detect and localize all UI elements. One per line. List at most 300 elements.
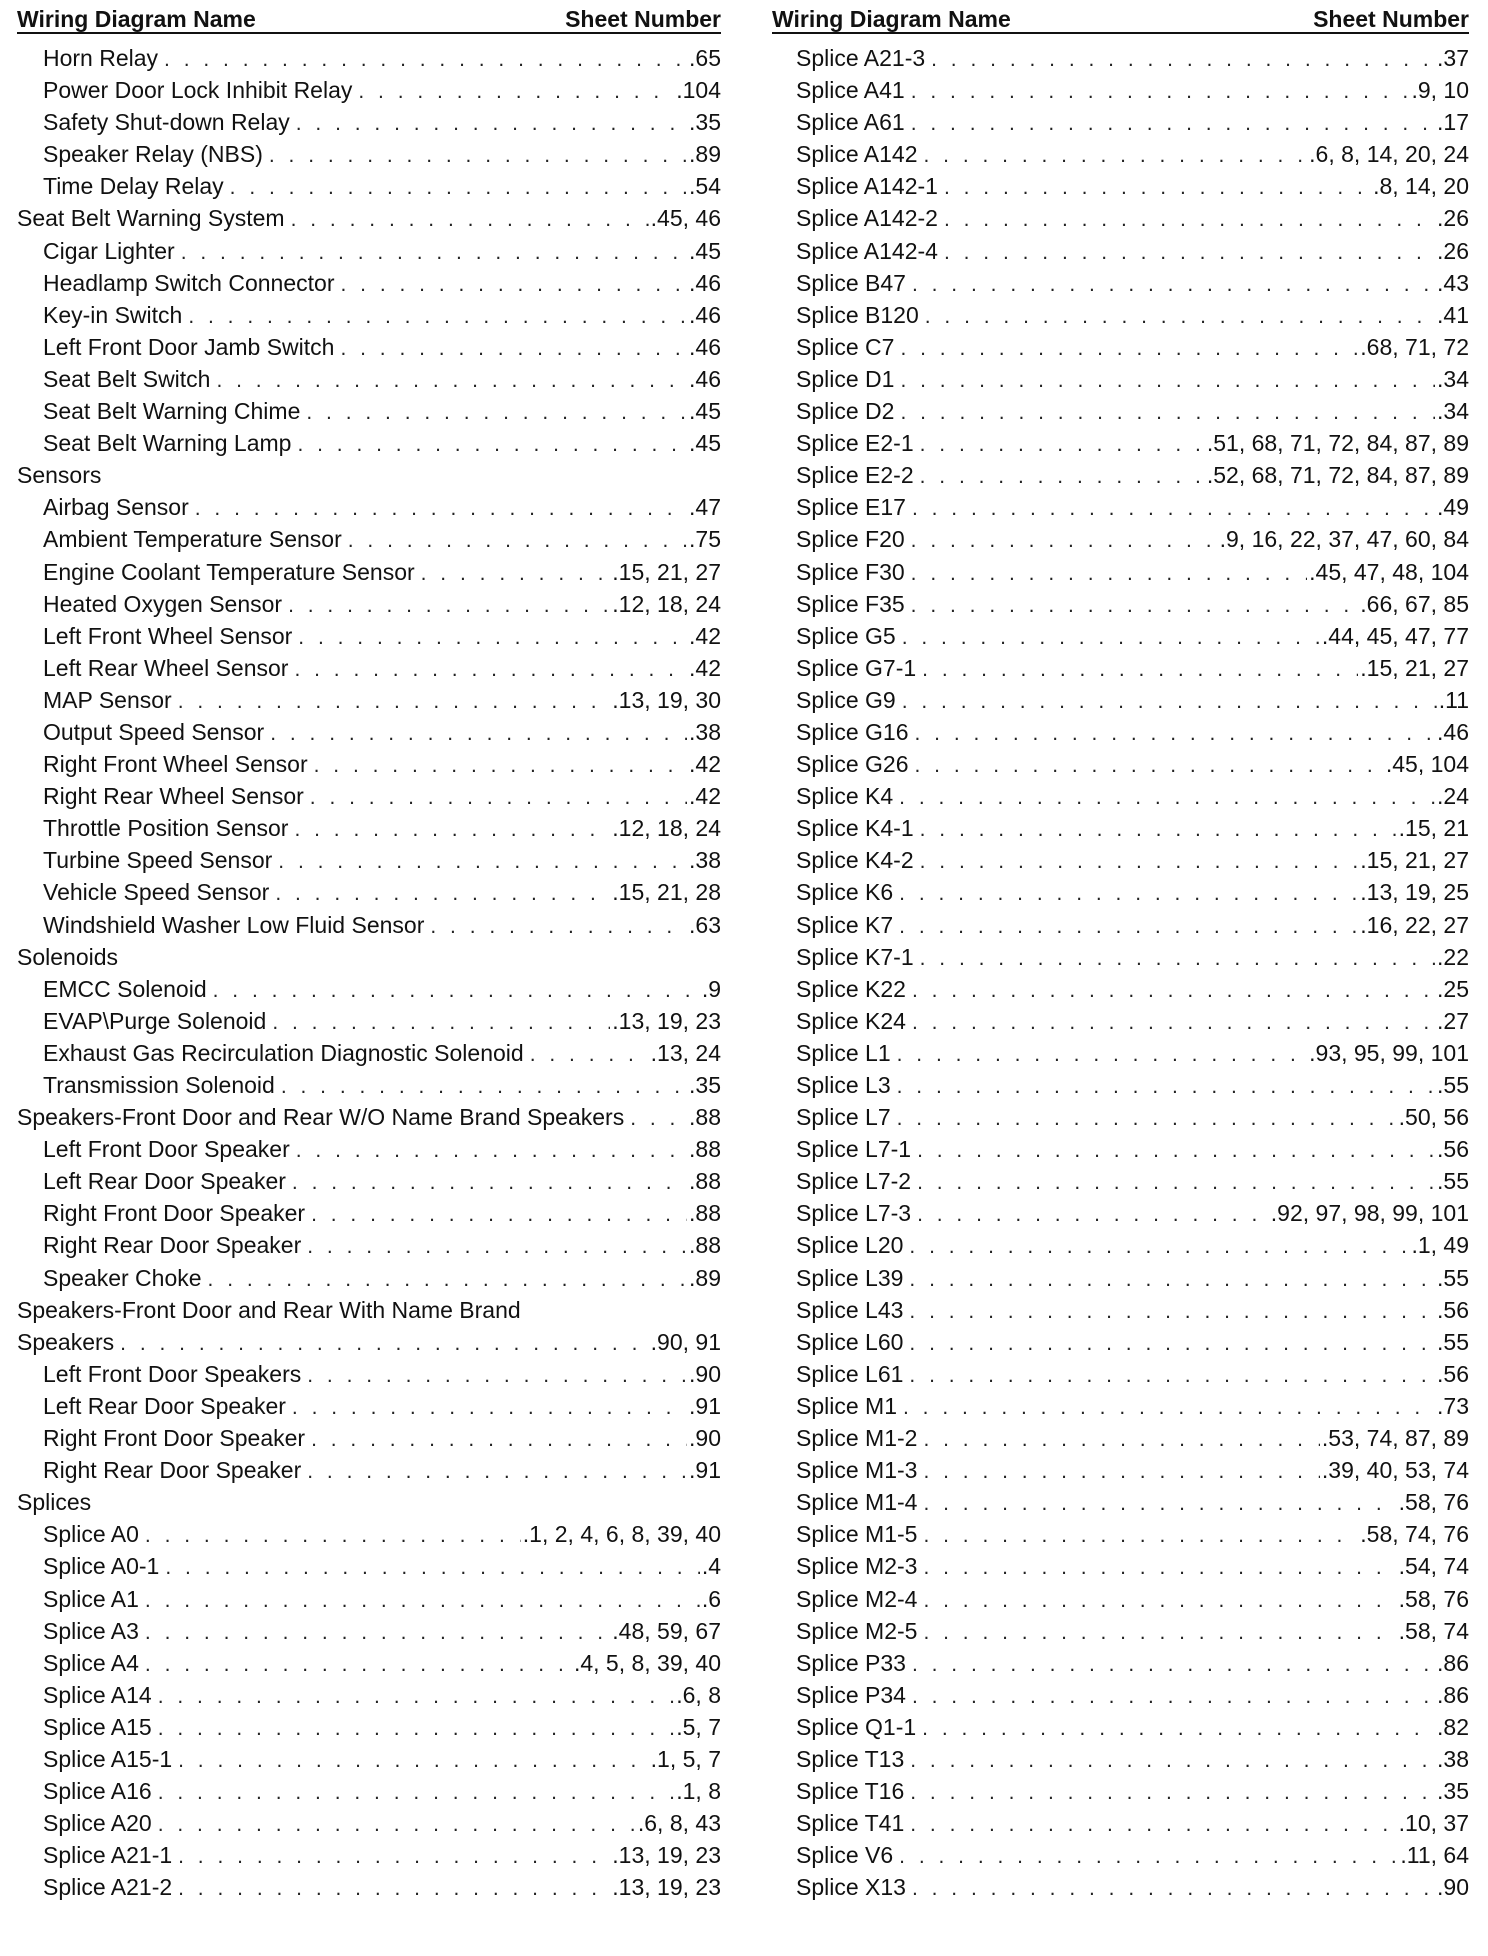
index-entry (772, 844, 1469, 876)
index-entry (17, 106, 721, 138)
dot-leader (920, 943, 1435, 975)
sheet-numbers: .93, 95, 99, 101 (1309, 1039, 1469, 1066)
index-entry (17, 1743, 721, 1775)
index-entry (772, 1037, 1469, 1069)
sheet-numbers: .42 (689, 783, 721, 810)
entry-name: Speakers (17, 1328, 115, 1355)
sheet-numbers: .13, 19, 30 (612, 686, 721, 713)
sheet-numbers: .90 (689, 1360, 721, 1387)
sheet-numbers: .15, 21 (1398, 815, 1469, 842)
index-entry (772, 42, 1469, 74)
index-entry (17, 42, 721, 74)
dot-leader (915, 718, 1436, 750)
right-index-list (772, 42, 1469, 1903)
index-entry (772, 1133, 1469, 1165)
entry-name: Splice B120 (796, 301, 919, 328)
entry-name: Speaker Relay (NBS) (43, 141, 263, 168)
sheet-numbers: .6, 8 (676, 1681, 721, 1708)
index-entry (772, 1069, 1469, 1101)
dot-leader (208, 1264, 687, 1296)
entry-name: Splice Q1-1 (796, 1713, 917, 1740)
dot-leader (292, 1167, 687, 1199)
index-entry (772, 876, 1469, 908)
dot-leader (314, 750, 687, 782)
sheet-numbers: .35 (1437, 1778, 1469, 1805)
index-entry (17, 588, 721, 620)
index-entry (17, 170, 721, 202)
sheet-numbers: .90 (689, 1425, 721, 1452)
dot-leader (430, 911, 687, 943)
dot-leader (909, 1328, 1435, 1360)
index-entry (17, 748, 721, 780)
dot-leader (213, 975, 700, 1007)
entry-name: Splice K7 (796, 911, 894, 938)
index-entry (17, 1518, 721, 1550)
index-entry (772, 395, 1469, 427)
index-entry (772, 1807, 1469, 1839)
dot-leader (164, 44, 687, 76)
index-entry (772, 556, 1469, 588)
entry-name: Splice K7-1 (796, 943, 914, 970)
index-entry (17, 812, 721, 844)
index-entry (17, 427, 721, 459)
index-entry (17, 235, 721, 267)
index-entry (772, 427, 1469, 459)
index-entry (772, 716, 1469, 748)
index-entry (772, 1262, 1469, 1294)
entry-name: Splice C7 (796, 333, 895, 360)
sheet-numbers: .55 (1437, 1072, 1469, 1098)
dot-leader (912, 1873, 1435, 1905)
entry-name: Splice G7-1 (796, 654, 917, 681)
index-entry (772, 780, 1469, 812)
entry-name: Power Door Lock Inhibit Relay (43, 77, 353, 104)
entry-name: Splice M1 (796, 1392, 897, 1419)
entry-name: Splice A142-4 (796, 237, 938, 264)
index-entry (17, 1005, 721, 1037)
sheet-numbers: .4 (701, 1553, 721, 1580)
dot-leader (911, 108, 1435, 140)
dot-leader (920, 814, 1397, 846)
sheet-numbers: .50, 56 (1398, 1104, 1469, 1131)
sheet-numbers: .6 (701, 1585, 721, 1612)
index-entry (772, 1101, 1469, 1133)
sheet-numbers: .26 (1437, 205, 1469, 232)
dot-leader (294, 654, 687, 686)
dot-leader (230, 172, 687, 204)
entry-name: Splice M1-4 (796, 1489, 918, 1516)
dot-leader (897, 1103, 1397, 1135)
dot-leader (925, 301, 1435, 333)
index-entry (772, 170, 1469, 202)
index-entry (17, 331, 721, 363)
entry-name: Speakers-Front Door and Rear W/O Name Brand Speakers (17, 1104, 625, 1131)
dot-leader (307, 1456, 687, 1488)
dot-leader (922, 654, 1358, 686)
sheet-numbers: .34 (1437, 398, 1469, 425)
index-entry (17, 1165, 721, 1197)
entry-name: Heated Oxygen Sensor (43, 590, 283, 617)
index-entry (17, 138, 721, 170)
index-entry (17, 1037, 721, 1069)
entry-name: Ambient Temperature Sensor (43, 526, 342, 553)
dot-leader (120, 1328, 648, 1360)
entry-name: Splice A21-1 (43, 1842, 173, 1869)
sheet-numbers: .88 (689, 1136, 721, 1163)
dot-leader (920, 461, 1205, 493)
dot-leader (897, 1071, 1435, 1103)
dot-leader (899, 878, 1358, 910)
entry-name: Splice A20 (43, 1810, 152, 1837)
dot-leader (912, 1007, 1435, 1039)
entry-name: Splice G9 (796, 686, 896, 713)
entry-name: Splice L3 (796, 1072, 891, 1098)
sheet-numbers: .10, 37 (1398, 1810, 1469, 1837)
sheet-numbers: .22 (1437, 943, 1469, 970)
dot-leader (899, 911, 1358, 943)
dot-leader (297, 429, 687, 461)
dot-leader (272, 1007, 610, 1039)
sheet-numbers: .1, 49 (1411, 1232, 1469, 1259)
dot-leader (348, 525, 687, 557)
dot-leader (911, 558, 1307, 590)
sheet-numbers: .27 (1437, 1007, 1469, 1034)
entry-name: Engine Coolant Temperature Sensor (43, 558, 415, 585)
index-entry (17, 363, 721, 395)
sheet-numbers: .46 (1437, 718, 1469, 745)
dot-leader (530, 1039, 649, 1071)
entry-name: Right Rear Door Speaker (43, 1232, 302, 1259)
diagram-name-heading: Wiring Diagram Name (772, 6, 1011, 32)
sheet-numbers: .63 (689, 911, 721, 938)
entry-name: Splice K4-2 (796, 847, 914, 874)
dot-leader (278, 846, 687, 878)
sheet-numbers: .12, 18, 24 (612, 815, 721, 842)
dot-leader (195, 493, 687, 525)
dot-leader (912, 269, 1435, 301)
entry-name: Transmission Solenoid (43, 1072, 275, 1098)
entry-name: EMCC Solenoid (43, 975, 207, 1002)
dot-leader (923, 1617, 1396, 1649)
sheet-numbers: .45 (689, 430, 721, 457)
sheet-numbers: .89 (689, 1264, 721, 1291)
sheet-numbers: .26 (1437, 237, 1469, 264)
dot-leader (145, 1520, 521, 1552)
entry-name: Time Delay Relay (43, 173, 224, 200)
dot-leader (912, 1681, 1435, 1713)
entry-name: Splice F30 (796, 558, 905, 585)
entry-name: Splice A15 (43, 1713, 152, 1740)
entry-name: Seat Belt Warning Chime (43, 398, 301, 425)
dot-leader (158, 1809, 636, 1841)
index-entry (17, 1294, 721, 1326)
entry-name: Vehicle Speed Sensor (43, 879, 270, 906)
index-entry (772, 363, 1469, 395)
entry-name: Splice P34 (796, 1681, 906, 1708)
dot-leader (178, 1873, 610, 1905)
sheet-numbers: .17 (1437, 109, 1469, 136)
entry-name: Splice M1-3 (796, 1457, 918, 1484)
index-entry (17, 523, 721, 555)
sheet-numbers: .88 (689, 1200, 721, 1227)
sheet-numbers: .11 (1438, 686, 1469, 713)
sheet-numbers: .45, 46 (650, 205, 721, 232)
index-entry (17, 1583, 721, 1615)
dot-leader (307, 1360, 687, 1392)
index-entry (17, 1133, 721, 1165)
dot-leader (900, 333, 1358, 365)
index-entry (17, 716, 721, 748)
sheet-numbers: .1, 2, 4, 6, 8, 39, 40 (522, 1521, 721, 1548)
dot-leader (923, 1456, 1319, 1488)
entry-name: Right Front Wheel Sensor (43, 751, 308, 778)
sheet-numbers: .56 (1437, 1136, 1469, 1163)
dot-leader (923, 1552, 1396, 1584)
dot-leader (903, 1392, 1435, 1424)
sheet-numbers: .9, 16, 22, 37, 47, 60, 84 (1219, 526, 1469, 553)
dot-leader (310, 782, 687, 814)
sheet-numbers: .43 (1437, 269, 1469, 296)
index-entry (772, 1294, 1469, 1326)
dot-leader (292, 1392, 687, 1424)
dot-leader (275, 878, 610, 910)
index-entry (772, 684, 1469, 716)
index-entry (772, 748, 1469, 780)
sheet-numbers: .6, 8, 43 (637, 1810, 721, 1837)
dot-leader (145, 1585, 700, 1617)
entry-name: Splice E2-2 (796, 462, 914, 489)
dot-leader (902, 686, 1437, 718)
sheet-numbers: .58, 76 (1398, 1585, 1469, 1612)
index-entry (17, 1358, 721, 1390)
entry-name: Key-in Switch (43, 301, 183, 328)
index-entry (772, 202, 1469, 234)
dot-leader (923, 1585, 1396, 1617)
dot-leader (307, 1231, 687, 1263)
index-entry (772, 1390, 1469, 1422)
index-entry (17, 299, 721, 331)
dot-leader (899, 782, 1435, 814)
dot-leader (306, 397, 687, 429)
index-entry (772, 138, 1469, 170)
sheet-numbers: .92, 97, 98, 99, 101 (1270, 1200, 1469, 1227)
index-entry (772, 459, 1469, 491)
entry-name: Splice T16 (796, 1778, 905, 1805)
sheet-numbers: .75 (689, 526, 721, 553)
index-entry (772, 1197, 1469, 1229)
index-entry (772, 812, 1469, 844)
sheet-numbers: .34 (1437, 365, 1469, 392)
dot-leader (917, 1167, 1435, 1199)
sheet-numbers: .5, 7 (676, 1713, 721, 1740)
entry-name: Splice G5 (796, 622, 896, 649)
dot-leader (269, 140, 687, 172)
index-entry (772, 1550, 1469, 1582)
sheet-numbers: .42 (689, 654, 721, 681)
sheet-numbers: .46 (689, 365, 721, 392)
entry-name: Left Rear Wheel Sensor (43, 654, 289, 681)
dot-leader (920, 429, 1205, 461)
dot-leader (922, 1713, 1435, 1745)
entry-name: Splice E17 (796, 494, 906, 521)
sheet-numbers: .54 (689, 173, 721, 200)
diagram-name-heading: Wiring Diagram Name (17, 6, 256, 32)
index-entry (772, 1326, 1469, 1358)
entry-name: Splice L43 (796, 1296, 904, 1323)
dot-leader (912, 493, 1435, 525)
entry-name: Right Rear Wheel Sensor (43, 783, 304, 810)
sheet-numbers: .6, 8, 14, 20, 24 (1309, 141, 1469, 168)
dot-leader (270, 718, 687, 750)
dot-leader (178, 1841, 610, 1873)
index-entry (772, 1518, 1469, 1550)
entry-name: MAP Sensor (43, 686, 172, 713)
sheet-numbers: .11, 64 (1400, 1842, 1469, 1869)
index-entry (17, 1326, 721, 1358)
sheet-numbers: .58, 76 (1398, 1489, 1469, 1516)
index-entry (772, 588, 1469, 620)
index-entry (17, 1871, 721, 1903)
dot-leader (899, 1841, 1398, 1873)
dot-leader (944, 204, 1435, 236)
index-entry (772, 1422, 1469, 1454)
entry-name: Splice M1-5 (796, 1521, 918, 1548)
entry-name: Splice T13 (796, 1745, 905, 1772)
dot-leader (911, 76, 1410, 108)
entry-name: Left Front Door Jamb Switch (43, 333, 335, 360)
entry-name: Horn Relay (43, 45, 159, 71)
entry-name: Splice E2-1 (796, 430, 914, 457)
entry-name: Splice A0-1 (43, 1553, 160, 1580)
entry-name: Splice A0 (43, 1521, 139, 1548)
left-index-list (17, 42, 721, 1903)
sheet-numbers: .91 (689, 1392, 721, 1419)
right-column-header (772, 6, 1469, 34)
index-entry (17, 395, 721, 427)
sheet-number-heading: Sheet Number (565, 6, 721, 32)
index-entry (17, 1454, 721, 1486)
left-column-header (17, 6, 721, 34)
index-entry (17, 202, 721, 234)
index-entry (17, 1069, 721, 1101)
index-entry (772, 491, 1469, 523)
index-entry (772, 523, 1469, 555)
index-entry (772, 1647, 1469, 1679)
sheet-numbers: .38 (689, 847, 721, 874)
entry-name: Left Front Door Speakers (43, 1360, 302, 1387)
dot-leader (917, 1135, 1435, 1167)
dot-leader (188, 301, 687, 333)
sheet-numbers: .38 (1437, 1745, 1469, 1772)
sheet-numbers: .13, 19, 23 (612, 1842, 721, 1869)
index-entry (17, 652, 721, 684)
entry-name: Splice A4 (43, 1649, 139, 1676)
sheet-numbers: .8, 14, 20 (1373, 173, 1469, 200)
index-entry (772, 1486, 1469, 1518)
sheet-numbers: .15, 21, 27 (612, 558, 721, 585)
entry-name: Splice K22 (796, 975, 906, 1002)
sheet-numbers: .4, 5, 8, 39, 40 (573, 1649, 721, 1676)
index-entry (17, 973, 721, 1005)
dot-leader (900, 397, 1435, 429)
entry-name: Splice A3 (43, 1617, 139, 1644)
index-entry (17, 1839, 721, 1871)
entry-name: Exhaust Gas Recirculation Diagnostic Solenoid (43, 1039, 524, 1066)
dot-leader (923, 1424, 1319, 1456)
index-entry (17, 267, 721, 299)
dot-leader (911, 590, 1359, 622)
entry-name: Right Front Door Speaker (43, 1425, 306, 1452)
sheet-numbers: .44, 45, 47, 77 (1321, 622, 1469, 649)
index-entry (17, 1390, 721, 1422)
entry-name: Splice A142-1 (796, 173, 938, 200)
entry-name: Splice A16 (43, 1778, 152, 1805)
index-entry (772, 1711, 1469, 1743)
entry-name: Seat Belt Warning System (17, 205, 285, 232)
dot-leader (910, 1745, 1435, 1777)
sheet-numbers: .58, 74, 76 (1360, 1521, 1469, 1548)
sheet-numbers: .68, 71, 72 (1360, 333, 1469, 360)
entry-name: Splice T41 (796, 1810, 905, 1837)
sheet-numbers: .45, 47, 48, 104 (1309, 558, 1469, 585)
entry-name: Splice G16 (796, 718, 909, 745)
sheet-numbers: .38 (689, 718, 721, 745)
entry-name: Windshield Washer Low Fluid Sensor (43, 911, 425, 938)
sheet-numbers: .58, 74 (1398, 1617, 1469, 1644)
index-entry (772, 1005, 1469, 1037)
dot-leader (909, 1296, 1435, 1328)
entry-name: Splice P33 (796, 1649, 906, 1676)
entry-name: Output Speed Sensor (43, 718, 265, 745)
dot-leader (296, 1135, 687, 1167)
sheet-numbers: .88 (689, 1232, 721, 1259)
sheet-numbers: .56 (1437, 1296, 1469, 1323)
sheet-numbers: .13, 19, 23 (612, 1007, 721, 1034)
index-entry (772, 652, 1469, 684)
dot-leader (421, 558, 611, 590)
entry-name: Splice X13 (796, 1874, 906, 1901)
entry-name: Seat Belt Switch (43, 365, 211, 392)
dot-leader (923, 1520, 1358, 1552)
sheet-numbers: .12, 18, 24 (612, 590, 721, 617)
entry-name: Splice M2-3 (796, 1553, 918, 1580)
entry-name: Splice A1 (43, 1585, 139, 1612)
entry-name: Left Front Door Speaker (43, 1136, 290, 1163)
entry-name: Splice L20 (796, 1232, 904, 1259)
dot-leader (897, 1039, 1308, 1071)
entry-name: Left Front Wheel Sensor (43, 622, 293, 649)
sheet-numbers: .9 (701, 975, 721, 1002)
sheet-numbers: .42 (689, 751, 721, 778)
dot-leader (340, 269, 687, 301)
sheet-numbers: .104 (676, 77, 721, 104)
sheet-numbers: .49 (1437, 494, 1469, 521)
entry-name: Splice A14 (43, 1681, 152, 1708)
index-entry (772, 1454, 1469, 1486)
sheet-numbers: .45 (689, 398, 721, 425)
dot-leader (910, 1809, 1396, 1841)
sheet-numbers: .48, 59, 67 (612, 1617, 721, 1644)
dot-leader (902, 622, 1320, 654)
sheet-numbers: .15, 21, 27 (1360, 654, 1469, 681)
sheet-numbers: .55 (1437, 1264, 1469, 1291)
index-entry (772, 1615, 1469, 1647)
index-entry (772, 1743, 1469, 1775)
sheet-number-heading: Sheet Number (1313, 6, 1469, 32)
dot-leader (165, 1552, 699, 1584)
entry-name: Seat Belt Warning Lamp (43, 430, 292, 457)
index-entry (17, 1486, 721, 1518)
